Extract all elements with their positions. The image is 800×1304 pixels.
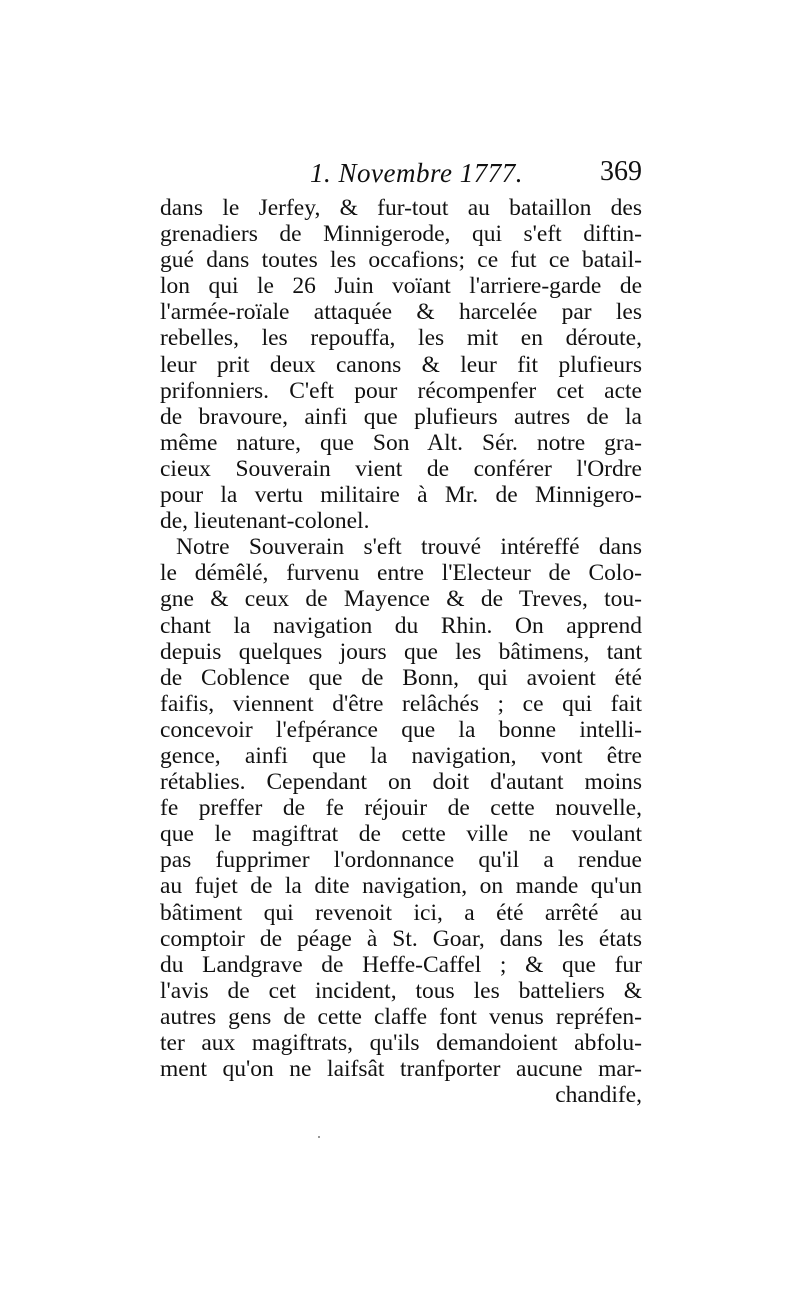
text-line: du Landgrave de Heffe-Caffel ; & que fur bbox=[160, 951, 642, 978]
text-line: depuis quelques jours que les bâtimens, tant bbox=[160, 638, 642, 665]
text-line: ter aux magiftrats, qu'ils demandoient abfolu- bbox=[160, 1030, 642, 1056]
text-line: prifonniers. C'eft pour récompenfer cet acte bbox=[160, 377, 642, 404]
text-line: l'avis de cet incident, tous les batteliers & bbox=[160, 977, 642, 1004]
text-line: lon qui le 26 Juin voïant l'arriere-garde de bbox=[160, 273, 642, 300]
text-line: de Coblence que de Bonn, qui avoient été bbox=[160, 664, 642, 691]
text-line: de bravoure, ainfi que plufieurs autres de la bbox=[160, 403, 642, 430]
text-line: rebelles, les repouffa, les mit en déroute, bbox=[160, 325, 642, 352]
text-line: pas fupprimer l'ordonnance qu'il a rendue bbox=[160, 847, 642, 874]
text-line: bâtiment qui revenoit ici, a été arrêté au bbox=[160, 899, 642, 926]
text-line: gne & ceux de Mayence & de Treves, tou- bbox=[160, 586, 642, 613]
paragraph-start-line: Notre Souverain s'eft trouvé intéreffé dans bbox=[176, 534, 642, 561]
text-line: fe preffer de fe réjouir de cette nouvelle, bbox=[160, 795, 642, 822]
text-line: pour la vertu militaire à Mr. de Minnigero- bbox=[160, 482, 642, 509]
text-line: l'armée-roïale attaquée & harcelée par les bbox=[160, 299, 642, 326]
page-number: 369 bbox=[600, 156, 642, 187]
text-line: chant la navigation du Rhin. On apprend bbox=[160, 612, 642, 639]
text-line: comptoir de péage à St. Goar, dans les états bbox=[160, 925, 642, 952]
text-line: dans le Jerfey, & fur-tout au bataillon des bbox=[160, 195, 642, 221]
catchword: chandife, bbox=[555, 1082, 642, 1109]
text-line: faifis, viennent d'être relâchés ; ce qui fait bbox=[160, 690, 642, 717]
text-line: rétablies. Cependant on doit d'autant moins bbox=[160, 769, 642, 796]
text-line: gué dans toutes les occafions; ce fut ce batail- bbox=[160, 247, 642, 274]
text-line: cieux Souverain vient de conférer l'Ordre bbox=[160, 455, 642, 482]
text-line: que le magiftrat de cette ville ne voulant bbox=[160, 821, 642, 848]
text-line: au fujet de la dite navigation, on mande qu'un bbox=[160, 873, 642, 900]
text-line: grenadiers de Minnigerode, qui s'eft diftin- bbox=[160, 221, 642, 248]
header-date: 1. Novembre 1777. bbox=[310, 158, 523, 188]
text-line: concevoir l'efpérance que la bonne intelli- bbox=[160, 716, 642, 743]
text-line: autres gens de cette claffe font venus repréfen- bbox=[160, 1003, 642, 1030]
paper-speck bbox=[318, 1136, 320, 1138]
text-line: le démêlé, furvenu entre l'Electeur de Colo- bbox=[160, 560, 642, 587]
body-text bbox=[160, 195, 642, 1108]
running-head bbox=[160, 158, 642, 198]
text-line: même nature, que Son Alt. Sér. notre gra- bbox=[160, 429, 642, 456]
text-line: gence, ainfi que la navigation, vont être bbox=[160, 742, 642, 769]
text-line: ment qu'on ne laifsât tranfporter aucune mar- bbox=[160, 1056, 642, 1083]
text-line: de, lieutenant-colonel. bbox=[160, 508, 370, 535]
text-line: leur prit deux canons & leur fit plufieurs bbox=[160, 351, 642, 378]
